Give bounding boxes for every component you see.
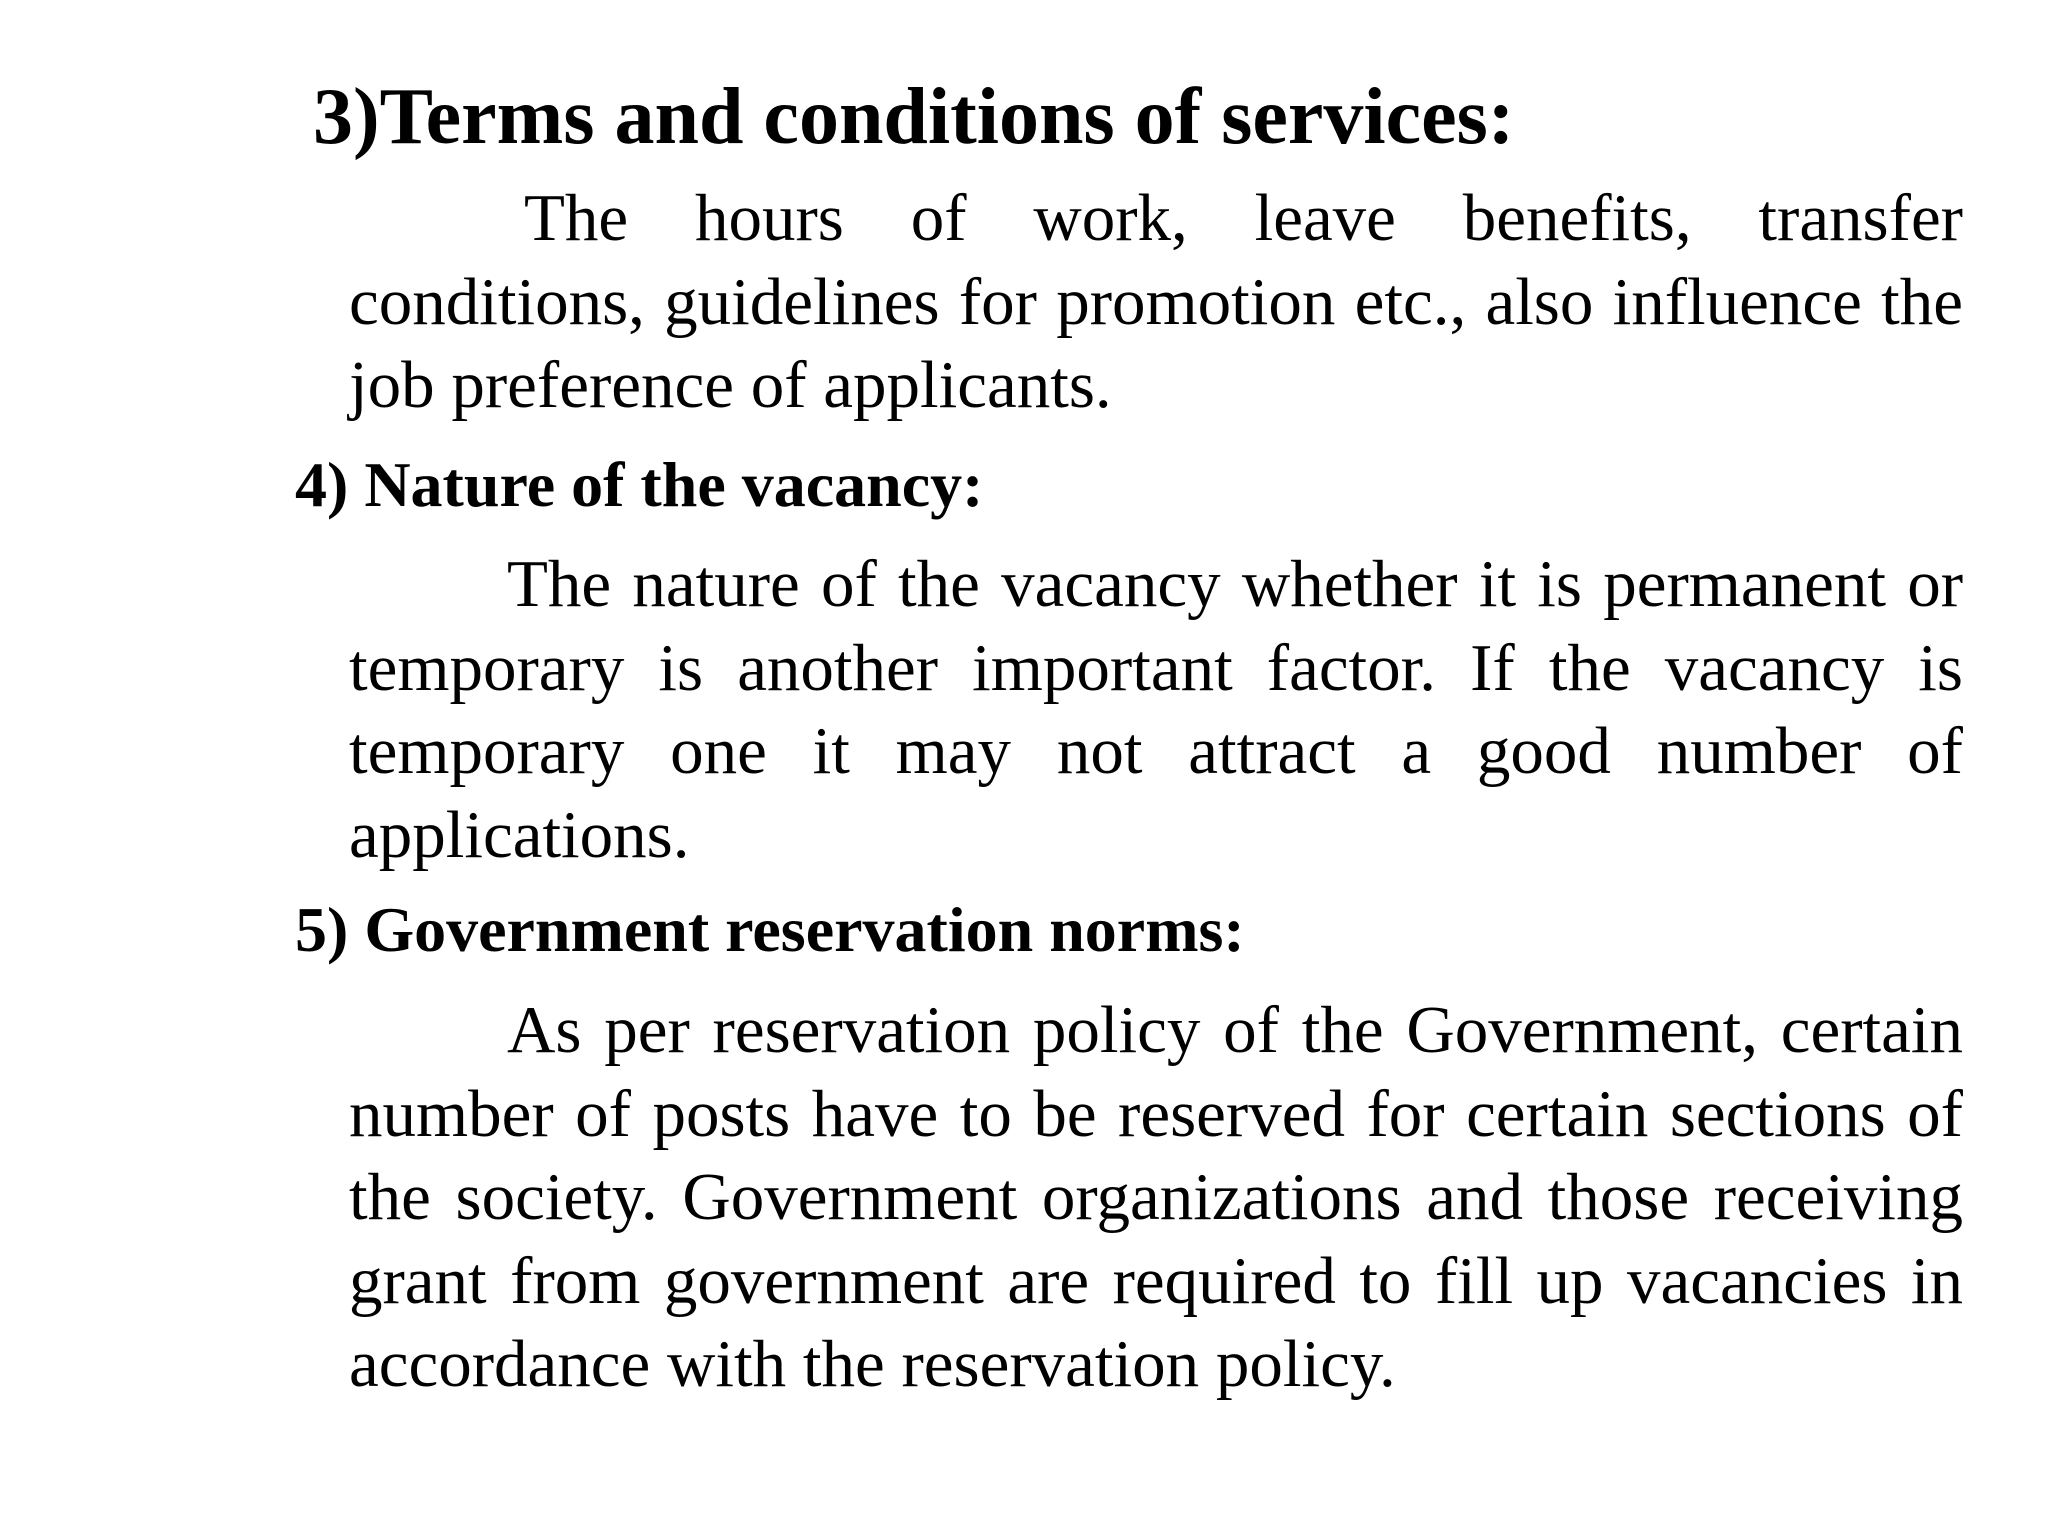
section-heading-terms-and-conditions: 3)Terms and conditions of services: xyxy=(313,73,1515,161)
section-body-terms-and-conditions: The hours of work, leave benefits, transfer conditions, guidelines for promotion etc., also influence the job preference of applicants. xyxy=(349,181,1963,422)
section-body-nature-of-vacancy: The nature of the vacancy whether it is permanent or temporary is another important factor. If the vacancy is temporary one it may not attract a good number of applications. xyxy=(349,547,1963,872)
section-heading-government-reservation-norms: 5) Government reservation norms: xyxy=(295,894,1245,965)
section-body-government-reservation-norms: As per reservation policy of the Government, certain number of posts have to be reserved for certain sections of the society. Government organizations and those receiving grant from government are required to fill up vacancies in accordance with the reservation policy. xyxy=(349,993,1963,1401)
section-heading-nature-of-vacancy: 4) Nature of the vacancy: xyxy=(295,449,984,520)
